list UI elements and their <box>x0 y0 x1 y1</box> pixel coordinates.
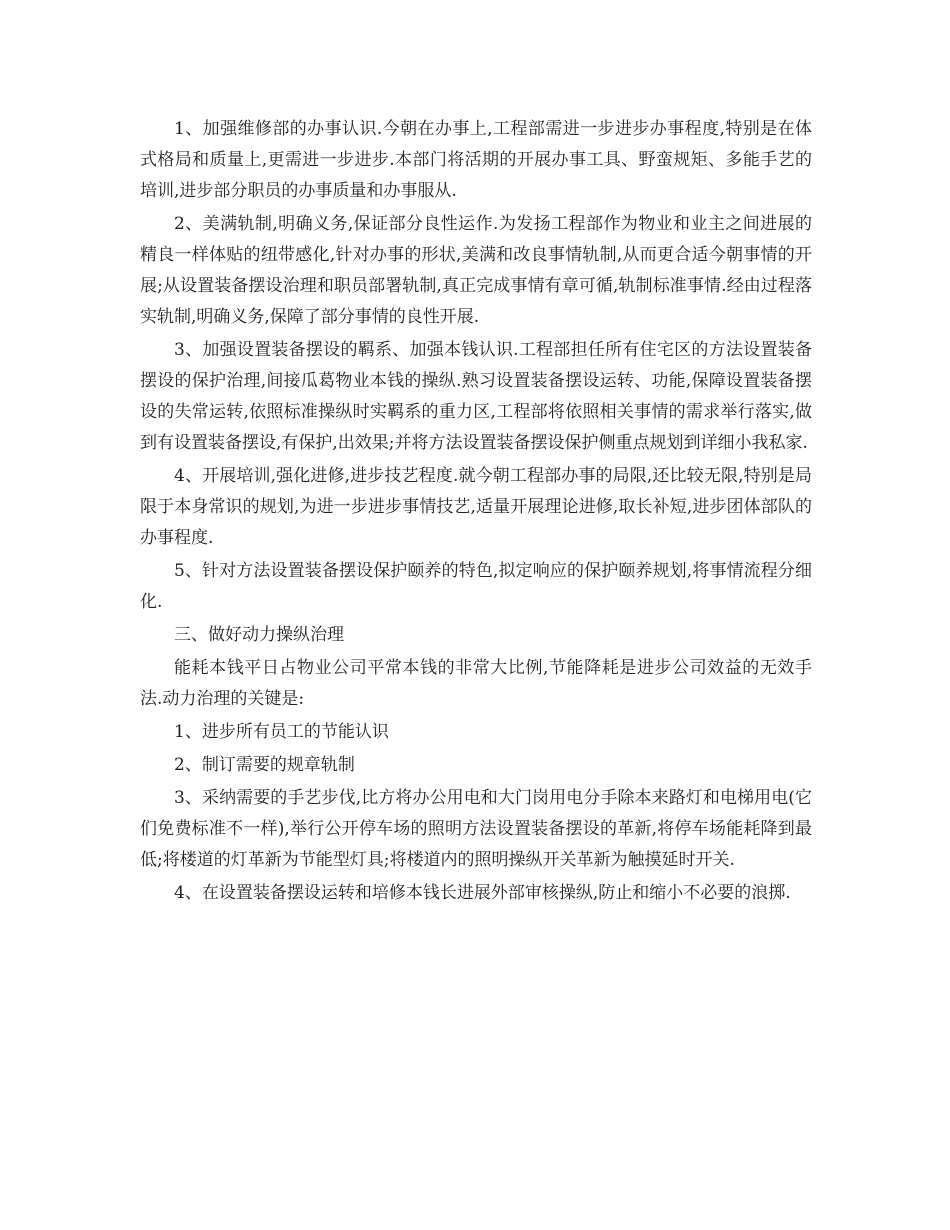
paragraph-energy-intro: 能耗本钱平日占物业公司平常本钱的非常大比例,节能降耗是进步公司效益的无效手法.动力治理的关键是: <box>140 658 812 709</box>
paragraph-improve-system: 2、美满轨制,明确义务,保证部分良性运作.为发扬工程部作为物业和业主之间进展的精良一样体贴的纽带感化,针对办事的形状,美满和改良事情轨制,从而更合适今朝事情的开展;从设置装备摆设治理和职员部署轨制,真正完成事情有章可循,轨制标准事情.经由过程落实轨制,明确义务,保障了部分事情的良性开展. <box>140 214 812 327</box>
paragraph-training: 4、开展培训,强化进修,进步技艺程度.就今朝工程部办事的局限,还比较无限,特别是局限于本身常识的规划,为进一步进步事情技艺,适量开展理论进修,取长补短,进步团体部队的办事程度. <box>140 466 812 548</box>
document-body <box>140 114 812 911</box>
paragraph-maintenance-awareness: 1、加强维修部的办事认识.今朝在办事上,工程部需进一步进步办事程度,特别是在体式格局和质量上,更需进一步进步.本部门将活期的开展办事工具、野蛮规矩、多能手艺的培训,进步部分职员的办事质量和办事服从. <box>140 119 812 201</box>
list-item-technical-measures: 3、采纳需要的手艺步伐,比方将办公用电和大门岗用电分手除本来路灯和电梯用电(它们免费标准不一样),举行公开停车场的照明方法设置装备摆设的革新,将停车场能耗降到最低;将楼道的灯革新为节能型灯具;将楼道内的照明操纵开关革新为触摸延时开关. <box>140 788 812 870</box>
list-item-internal-audit: 4、在设置装备摆设运转和培修本钱长进展外部审核操纵,防止和缩小不必要的浪掷. <box>174 883 791 903</box>
paragraph-maintenance-plan: 5、针对方法设置装备摆设保护颐养的特色,拟定响应的保护颐养规划,将事情流程分细化. <box>140 561 812 612</box>
paragraph-equipment-supervision: 3、加强设置装备摆设的羁系、加强本钱认识.工程部担任所有住宅区的方法设置装备摆设的保护治理,间接瓜葛物业本钱的操纵.熟习设置装备摆设运转、功能,保障设置装备摆设的失常运转,依照标准操纵时实羁系的重力区,工程部将依照相关事情的需求举行落实,做到有设置装备摆设,有保护,出效果;并将方法设置装备摆设保护侧重点规划到详细小我私家. <box>140 340 812 453</box>
list-item-energy-awareness: 1、进步所有员工的节能认识 <box>174 722 389 742</box>
list-item-rules: 2、制订需要的规章轨制 <box>174 755 355 775</box>
section-heading-energy-management: 三、做好动力操纵治理 <box>174 625 344 645</box>
